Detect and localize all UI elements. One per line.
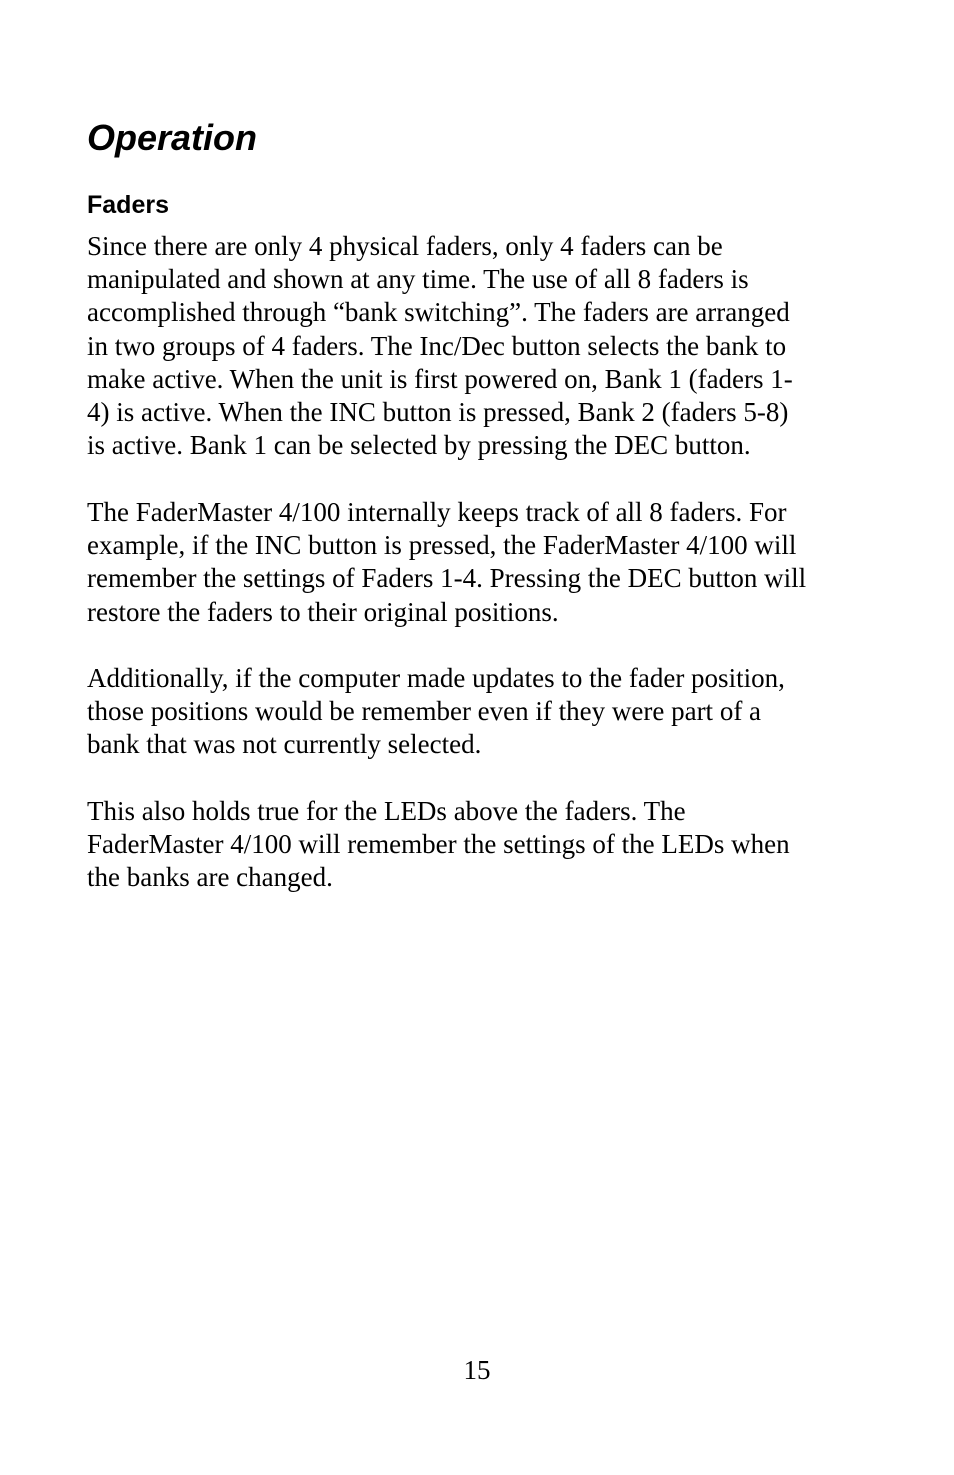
text-line: in two groups of 4 faders. The Inc/Dec button selects the bank to [87,330,787,361]
text-line: restore the faders to their original positions. [87,596,559,627]
subsection-title: Faders [87,191,169,219]
paragraph-computer-updates [87,662,785,762]
text-line: The FaderMaster 4/100 internally keeps track of all 8 faders. For [87,497,787,527]
section-title: Operation [87,117,258,158]
text-line: the banks are changed. [87,862,333,893]
text-line: bank that was not currently selected. [87,729,482,760]
page-number: 15 [463,1355,491,1385]
text-line: 4) is active. When the INC button is pressed, Bank 2 (faders 5-8) [87,397,789,428]
paragraph-led-memory [87,795,790,895]
paragraph-fader-memory [87,496,806,629]
text-line: This also holds true for the LEDs above the faders. The [87,796,686,826]
text-line: manipulated and shown at any time. The use of all 8 faders is [87,264,749,295]
text-line: accomplished through “bank switching”. The faders are arranged [87,297,790,328]
text-line: FaderMaster 4/100 will remember the settings of the LEDs when [87,829,790,860]
text-line: Additionally, if the computer made updates to the fader position, [87,663,785,693]
text-line: those positions would be remember even if they were part of a [87,696,762,727]
text-line: remember the settings of Faders 1-4. Pressing the DEC button will [87,563,807,594]
paragraph-bank-switching [87,230,793,462]
text-line: is active. Bank 1 can be selected by pressing the DEC button. [87,430,751,461]
text-line: Since there are only 4 physical faders, only 4 faders can be [87,231,723,261]
text-line: make active. When the unit is first powered on, Bank 1 (faders 1- [87,363,793,394]
text-line: example, if the INC button is pressed, the FaderMaster 4/100 will [87,530,797,561]
